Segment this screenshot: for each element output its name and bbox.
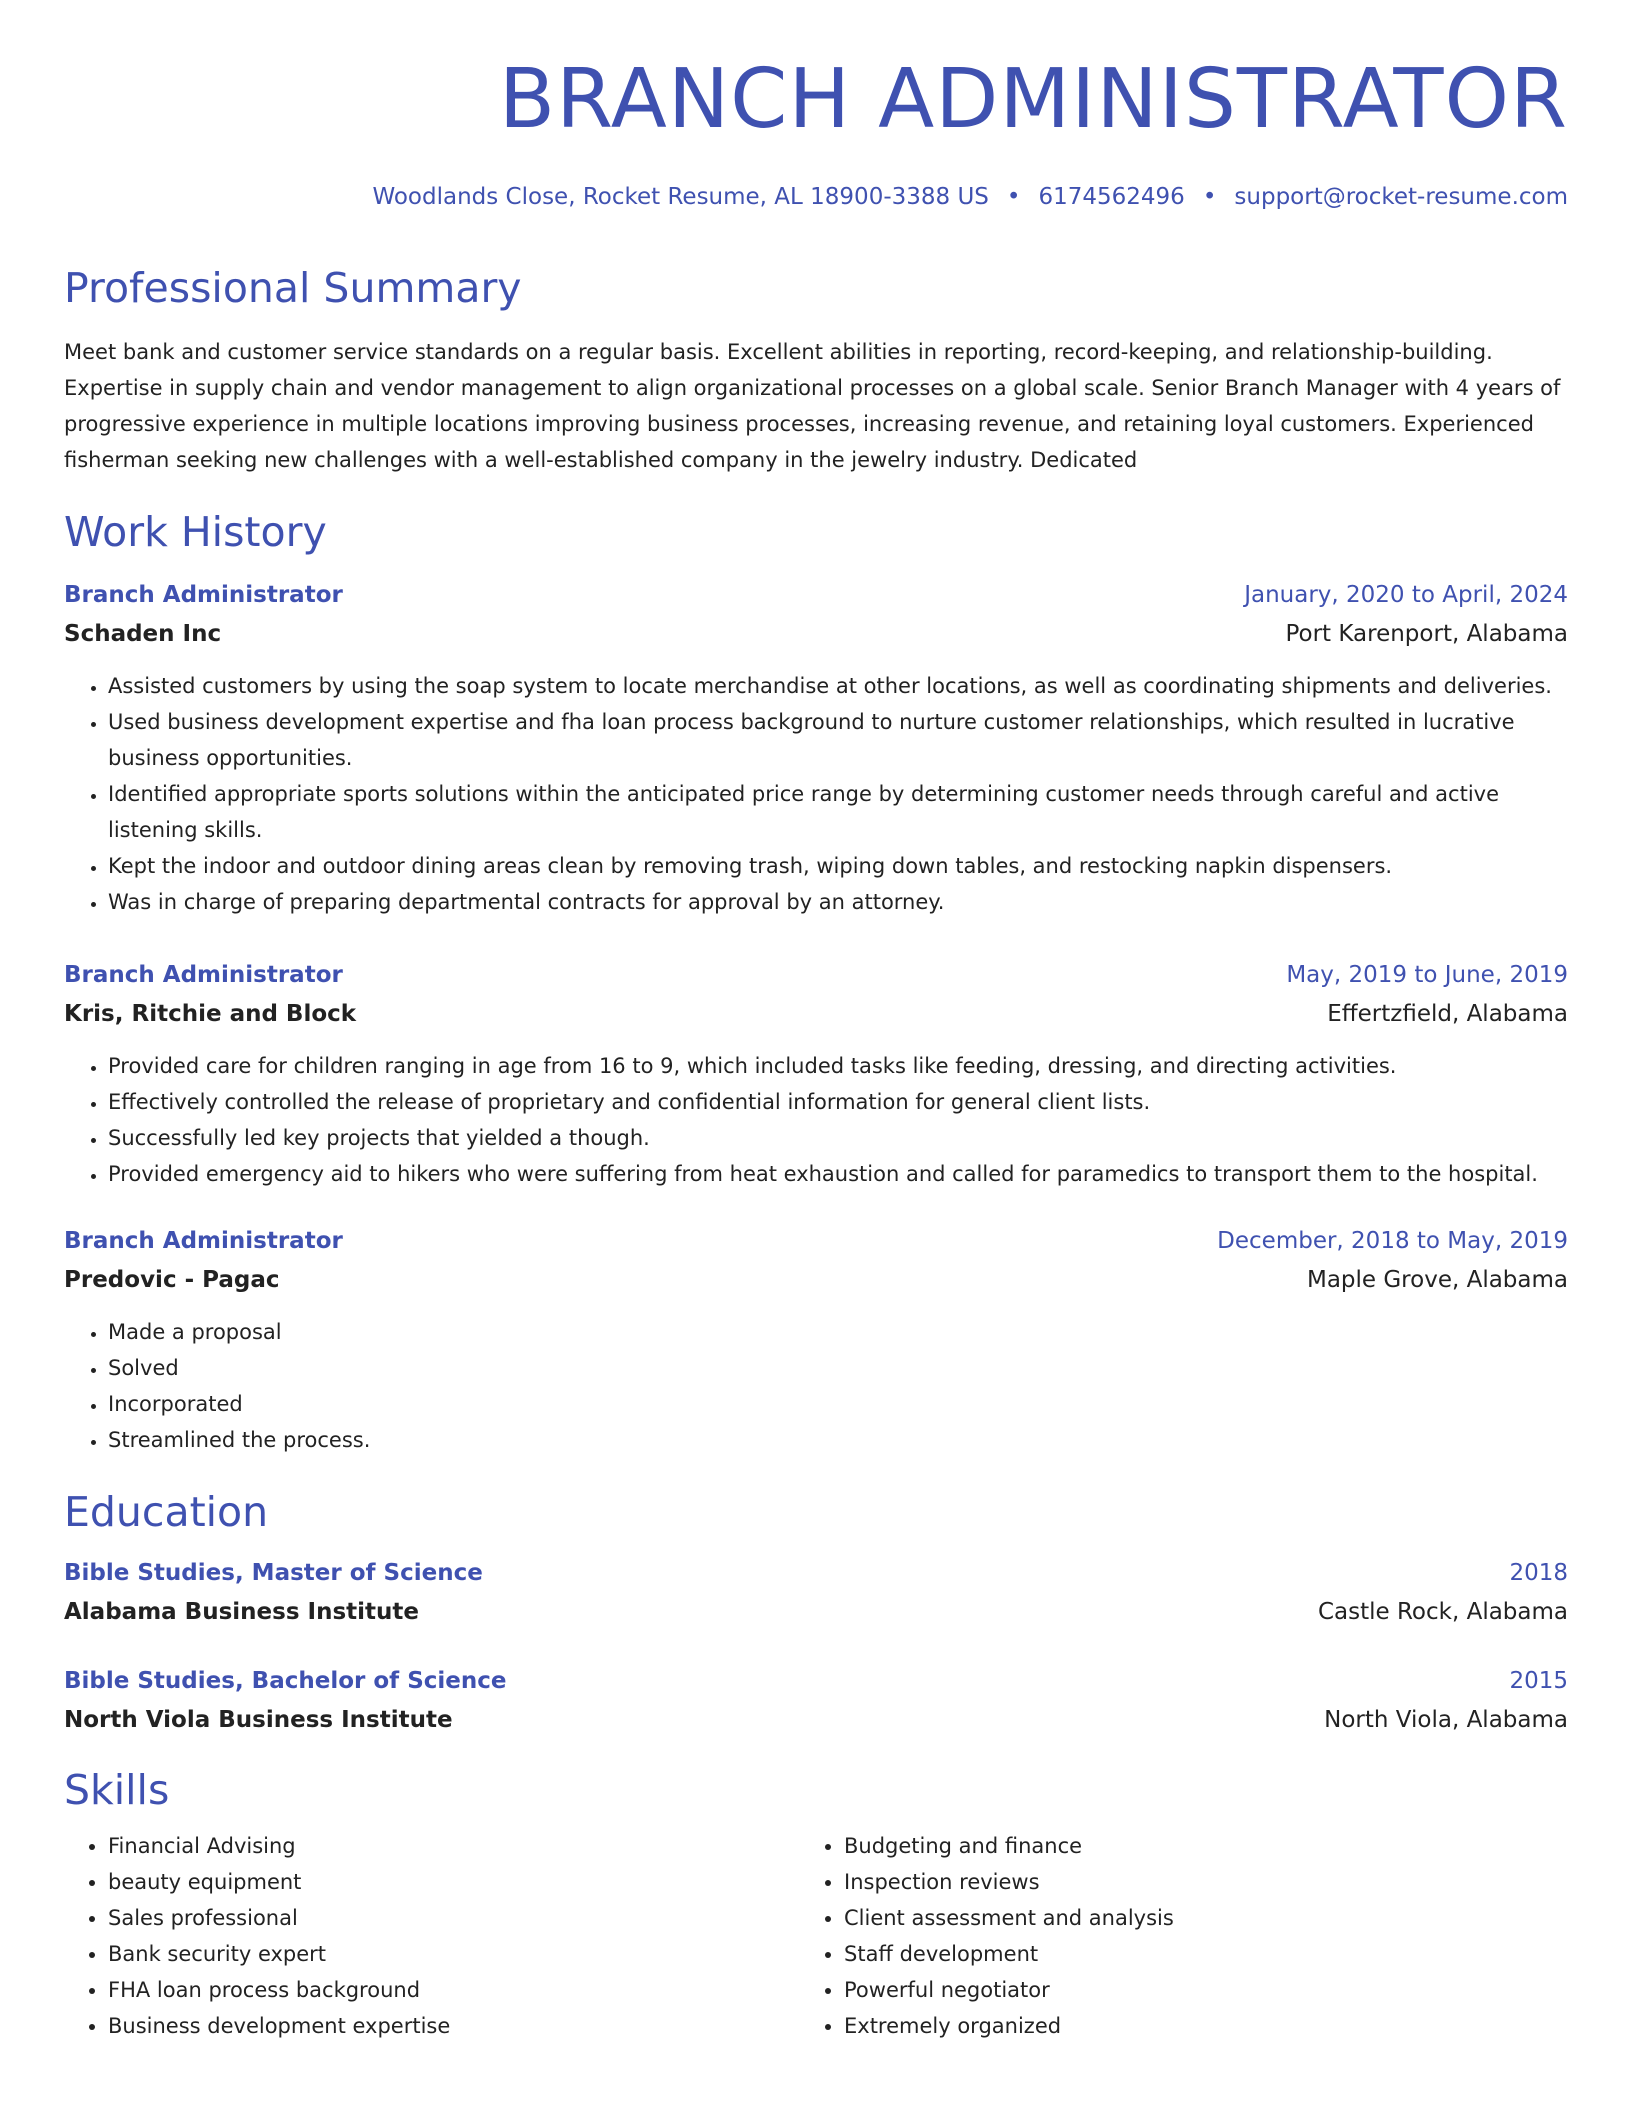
skill-item: • beauty equipment: [108, 1864, 800, 1900]
job-bullet: • Provided emergency aid to hikers who were suffering from heat exhaustion and called for paramedics to transport them to the hospital.: [108, 1156, 1568, 1192]
job-company-row: [64, 1260, 1568, 1300]
skill-item: • FHA loan process background: [108, 1972, 800, 2008]
summary-heading: Professional Summary: [64, 264, 522, 312]
job-bullet: • Made a proposal: [108, 1314, 1568, 1350]
skill-item: • Staff development: [844, 1936, 1536, 1972]
job-location: Maple Grove, Alabama: [1306, 1267, 1568, 1293]
skills-heading: Skills: [64, 1766, 170, 1814]
education-school-row: [64, 1592, 1568, 1632]
job-entry: [64, 956, 1568, 1192]
skills-list: [800, 1828, 1536, 2044]
skill-item: • Budgeting and finance: [844, 1828, 1536, 1864]
job-header-row: [64, 956, 1568, 994]
skill-item: • Business development expertise: [108, 2008, 800, 2044]
job-company: Kris, Ritchie and Block: [64, 1001, 357, 1027]
job-bullet: • Was in charge of preparing departmental contracts for approval by an attorney.: [108, 884, 1568, 920]
job-bullet: • Solved: [108, 1350, 1568, 1386]
education-entry: [64, 1662, 1568, 1740]
skill-item: • Extremely organized: [844, 2008, 1536, 2044]
school-location: North Viola, Alabama: [1324, 1707, 1568, 1733]
job-bullet: • Incorporated: [108, 1386, 1568, 1422]
education-header-row: [64, 1662, 1568, 1700]
job-bullet: • Used business development expertise and fha loan process background to nurture customer relationships, which resulted in lucrative business opportunities.: [108, 704, 1568, 776]
education-entry: [64, 1554, 1568, 1632]
job-bullets: [64, 668, 1568, 920]
address-text: Woodlands Close, Rocket Resume, AL 18900-3388 US: [372, 184, 989, 210]
bullet-separator: •: [1202, 184, 1217, 210]
job-bullet: • Kept the indoor and outdoor dining areas clean by removing trash, wiping down tables, and restocking napkin dispensers.: [108, 848, 1568, 884]
job-dates: January, 2020 to April, 2024: [1244, 582, 1568, 608]
job-dates: December, 2018 to May, 2019: [1217, 1228, 1568, 1254]
school-name: Alabama Business Institute: [64, 1599, 419, 1625]
skill-item: • Sales professional: [108, 1900, 800, 1936]
job-role: Branch Administrator: [64, 1228, 343, 1254]
job-company-row: [64, 994, 1568, 1034]
job-bullet: • Effectively controlled the release of proprietary and confidential information for general client lists.: [108, 1084, 1568, 1120]
skill-item: • Powerful negotiator: [844, 1972, 1536, 2008]
job-entry: [64, 1222, 1568, 1458]
job-bullet: • Assisted customers by using the soap system to locate merchandise at other locations, as well as coordinating shipments and deliveries.: [108, 668, 1568, 704]
school-name: North Viola Business Institute: [64, 1707, 453, 1733]
skill-item: • Financial Advising: [108, 1828, 800, 1864]
bullet-separator: •: [1006, 184, 1021, 210]
job-company: Predovic - Pagac: [64, 1267, 280, 1293]
skills-columns: [64, 1828, 1568, 2044]
job-location: Effertzfield, Alabama: [1327, 1001, 1568, 1027]
phone-text: 6174562496: [1038, 184, 1185, 210]
school-location: Castle Rock, Alabama: [1317, 1599, 1568, 1625]
degree-title: Bible Studies, Master of Science: [64, 1560, 483, 1586]
education-header-row: [64, 1554, 1568, 1592]
skills-column-left: [64, 1828, 800, 2044]
skill-item: • Inspection reviews: [844, 1864, 1536, 1900]
email-text: support@rocket-resume.com: [1234, 184, 1568, 210]
skills-column-right: [800, 1828, 1536, 2044]
job-header-row: [64, 576, 1568, 614]
job-role: Branch Administrator: [64, 582, 343, 608]
skill-item: • Bank security expert: [108, 1936, 800, 1972]
education-heading: Education: [64, 1488, 269, 1536]
education-school-row: [64, 1700, 1568, 1740]
job-company: Schaden Inc: [64, 621, 222, 647]
graduation-year: 2018: [1509, 1560, 1568, 1586]
work-history-heading: Work History: [64, 508, 327, 556]
job-bullet: • Successfully led key projects that yielded a though.: [108, 1120, 1568, 1156]
job-bullet: • Provided care for children ranging in age from 16 to 9, which included tasks like feeding, dressing, and directing activities.: [108, 1048, 1568, 1084]
degree-title: Bible Studies, Bachelor of Science: [64, 1668, 507, 1694]
job-location: Port Karenport, Alabama: [1285, 621, 1568, 647]
job-bullets: [64, 1314, 1568, 1458]
summary-text: Meet bank and customer service standards on a regular basis. Excellent abilities in reporting, record-keeping, and relationship-building. Expertise in supply chain and vendor management to align organizational processes on a global scale. Senior Branch Manager with 4 years of progressive experience in multiple locations improving business processes, increasing revenue, and retaining loyal customers. Experienced fisherman seeking new challenges with a well-established company in the jewelry industry. Dedicated: [64, 340, 1561, 472]
job-header-row: [64, 1222, 1568, 1260]
job-bullet: • Streamlined the process.: [108, 1422, 1568, 1458]
job-bullets: [64, 1048, 1568, 1192]
skills-list: [64, 1828, 800, 2044]
graduation-year: 2015: [1509, 1668, 1568, 1694]
contact-line: [64, 182, 1568, 212]
skill-item: • Client assessment and analysis: [844, 1900, 1536, 1936]
job-role: Branch Administrator: [64, 962, 343, 988]
job-bullet: • Identified appropriate sports solutions within the anticipated price range by determining customer needs through careful and active listening skills.: [108, 776, 1568, 848]
job-company-row: [64, 614, 1568, 654]
job-dates: May, 2019 to June, 2019: [1286, 962, 1568, 988]
candidate-title: BRANCH ADMINISTRATOR: [498, 52, 1568, 147]
resume-header: [64, 44, 1568, 212]
job-entry: [64, 576, 1568, 920]
